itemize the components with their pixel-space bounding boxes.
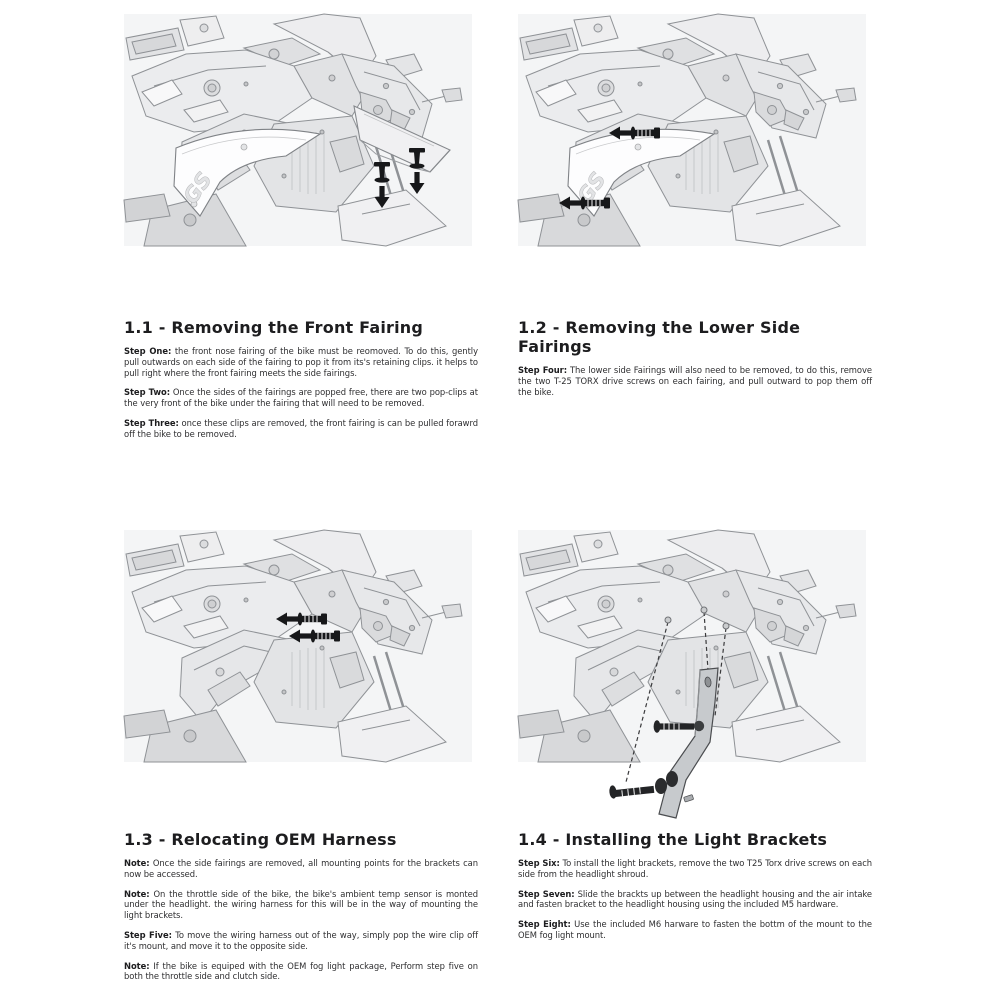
section-title: 1.4 - Installing the Light Brackets [518, 830, 828, 849]
instruction-paragraph [124, 346, 478, 378]
note-text: If the bike is equiped with the OEM fog light package, Perform step five on both the throttle side and clutch side. [124, 960, 478, 982]
step-label: Step Six: [518, 858, 560, 868]
mount-screw-point [701, 607, 707, 613]
instruction-paragraph [124, 418, 478, 440]
instruction-paragraph [518, 889, 872, 911]
instruction-paragraph [124, 961, 478, 983]
step-label: Step One: [124, 346, 172, 356]
instruction-paragraph [124, 889, 478, 921]
mount-screw-point [665, 617, 671, 623]
illustration-lower-side-fairings [518, 14, 866, 246]
instruction-paragraph [518, 858, 872, 880]
step-text: To install the light brackets, remove the two T25 Torx drive screws on each side from the headlight shroud. [518, 858, 873, 879]
illustration-oem-harness [124, 530, 472, 762]
instruction-paragraph [518, 365, 872, 397]
section-relocating-oem-harness [124, 530, 478, 982]
note-label: Note: [124, 858, 150, 868]
instruction-paragraph [124, 387, 478, 409]
step-label: Step Four: [518, 365, 568, 375]
step-text: Use the included M6 harware to fasten the bottm of the mount to the OEM fog light mount. [518, 919, 873, 940]
section-title: 1.3 - Relocating OEM Harness [124, 830, 397, 849]
step-text: Once the sides of the fairings are popped free, there are two pop-clips at the very front of the bike under the fairing that will need to be removed. [124, 387, 478, 409]
step-text: the front nose fairing of the bike must be reomoved. To do this, gently pull outwards on each side of the fairing to pop it from its's retaining clips. it helps to pull right where the front fairing meets the side fairings. [124, 346, 478, 378]
note-label: Note: [124, 960, 150, 971]
section-installing-light-brackets [518, 530, 872, 941]
illustration-front-fairing [124, 14, 472, 246]
step-text: The lower side Fairings will also need to be removed, to do this, remove the two T-25 TORX drive screws on each fairing, and pull outward to pop them off the bike. [518, 365, 872, 397]
instruction-paragraph [124, 858, 478, 880]
step-label: Step Five: [124, 929, 172, 940]
section-title: 1.1 - Removing the Front Fairing [124, 318, 424, 337]
note-text: On the throttle side of the bike, the bike's ambient temp sensor is monted under the headlight. the wiring harness for this will be in the way of mounting the light brackets. [124, 888, 478, 921]
note-label: Note: [124, 888, 150, 899]
note-text: Once the side fairings are removed, all mounting points for the brackets can now be accessed. [124, 858, 478, 879]
step-text: To move the wiring harness out of the way, simply pop the wire clip off it's mount, and move it to the opposite side. [124, 929, 478, 951]
section-removing-front-fairing [124, 14, 478, 440]
section-removing-lower-side-fairings [518, 14, 872, 397]
bracket-foot-hole [684, 795, 694, 803]
step-label: Step Eight: [518, 919, 571, 930]
instruction-paragraph [518, 919, 872, 941]
instruction-paragraph [124, 930, 478, 952]
motorcycle-drawing [124, 530, 462, 762]
step-label: Step Three: [124, 417, 179, 428]
step-text: Slide the brackts up between the headlight housing and the air intake and fasten bracket to the headlight housing using the included M5 hardware. [518, 888, 872, 910]
step-text: once these clips are removed, the front fairing is can be pulled forawrd off the bike to be removed. [124, 417, 478, 439]
step-label: Step Seven: [518, 888, 575, 899]
section-title: 1.2 - Removing the Lower Side Fairings [518, 318, 801, 356]
step-label: Step Two: [124, 387, 171, 398]
mount-screw-point [723, 623, 729, 629]
illustration-light-brackets [518, 530, 866, 762]
